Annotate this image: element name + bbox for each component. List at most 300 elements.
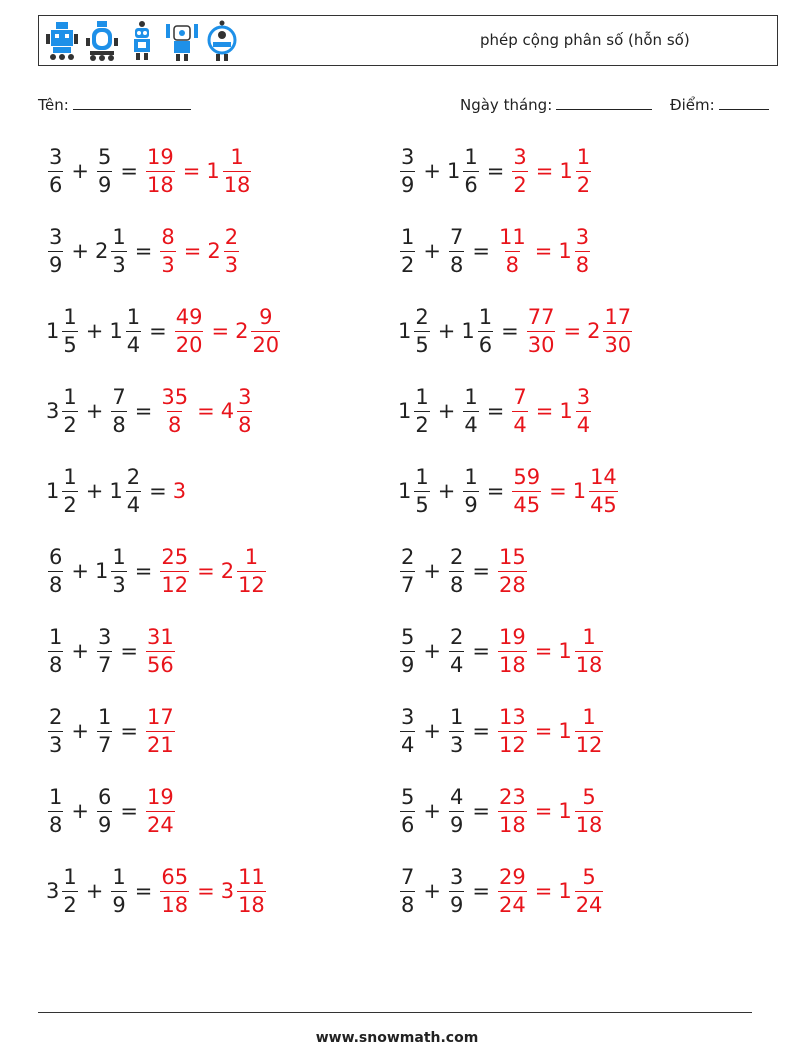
whole-number: 1 [46, 479, 60, 503]
problem-token [65, 719, 95, 743]
denominator: 9 [401, 172, 415, 197]
problem-token [466, 879, 496, 903]
numerator: 3 [238, 384, 252, 409]
denominator: 4 [464, 412, 478, 437]
numerator: 1 [478, 304, 493, 329]
numerator: 3 [49, 224, 63, 249]
fraction [97, 624, 112, 677]
numerator: 6 [97, 784, 112, 809]
robot-icon-2 [85, 20, 119, 62]
operator: + [71, 639, 89, 663]
problem-token [398, 464, 432, 517]
problem-row [398, 861, 605, 921]
denominator: 24 [146, 812, 174, 837]
denominator: 9 [97, 812, 112, 837]
robot-icon-5 [205, 20, 239, 62]
whole-number: 1 [558, 639, 572, 663]
denominator: 8 [238, 412, 252, 437]
date-label: Ngày tháng: [460, 96, 553, 114]
fraction [576, 384, 591, 437]
problem-token [398, 624, 417, 677]
operator: + [85, 479, 104, 503]
operator: = [149, 479, 167, 503]
numerator: 1 [464, 384, 478, 409]
fraction [414, 304, 429, 357]
whole-number: 1 [558, 719, 572, 743]
operator: + [71, 799, 89, 823]
answer-token [572, 464, 620, 517]
answer-token [558, 624, 605, 677]
operator: = [472, 639, 490, 663]
problem-token [114, 639, 144, 663]
denominator: 7 [97, 652, 112, 677]
denominator: 9 [49, 252, 63, 277]
denominator: 2 [63, 492, 77, 517]
numerator: 7 [449, 224, 464, 249]
problem-token [466, 639, 496, 663]
problem-token [143, 479, 173, 503]
numerator: 1 [230, 144, 244, 169]
denominator: 4 [401, 732, 415, 757]
denominator: 24 [498, 892, 526, 917]
fraction [146, 624, 175, 677]
numerator: 49 [175, 304, 203, 329]
whole-number: 3 [46, 399, 60, 423]
problem-row [398, 141, 593, 201]
problem-token [46, 224, 65, 277]
denominator: 24 [575, 892, 603, 917]
fraction [498, 544, 527, 597]
numerator: 1 [112, 544, 126, 569]
operator: = [486, 399, 505, 423]
problem-token [65, 799, 95, 823]
problem-token [94, 544, 129, 597]
name-label: Tên: [38, 96, 69, 114]
denominator: 12 [238, 572, 265, 597]
operator: + [71, 239, 89, 263]
score-blank[interactable] [719, 95, 769, 110]
answer-token [558, 864, 605, 917]
answer-token [173, 479, 186, 503]
operator: = [534, 239, 553, 263]
denominator: 3 [112, 252, 126, 277]
problem-token [447, 704, 466, 757]
numerator: 2 [224, 224, 239, 249]
problem-token [46, 704, 65, 757]
whole-number: 1 [559, 399, 573, 423]
fraction [575, 784, 604, 837]
fraction [400, 224, 415, 277]
whole-number: 2 [220, 559, 235, 583]
fraction [400, 864, 415, 917]
numerator: 19 [146, 144, 174, 169]
whole-number: 3 [220, 879, 235, 903]
denominator: 28 [498, 572, 526, 597]
problem-token [46, 864, 80, 917]
problem-row [398, 221, 592, 281]
problem-token [109, 304, 143, 357]
numerator: 2 [449, 544, 464, 569]
denominator: 6 [49, 172, 63, 197]
numerator: 1 [415, 464, 429, 489]
problem-token [80, 479, 110, 503]
operator: + [423, 799, 441, 823]
answer-token [235, 304, 282, 357]
operator: = [472, 879, 490, 903]
problem-token [46, 144, 65, 197]
fraction [449, 624, 464, 677]
date-field [460, 95, 652, 114]
robot-icons [45, 20, 239, 62]
denominator: 8 [49, 812, 63, 837]
fraction [575, 224, 590, 277]
denominator: 3 [161, 252, 175, 277]
denominator: 3 [449, 732, 464, 757]
problem-row [46, 381, 254, 441]
problem-token [46, 544, 65, 597]
fraction [126, 304, 141, 357]
answer-whole: 3 [172, 479, 187, 503]
answer-token [530, 159, 560, 183]
answer-token [558, 784, 605, 837]
problem-token [481, 399, 511, 423]
whole-number: 1 [109, 319, 123, 343]
answer-token [207, 224, 241, 277]
problem-row [398, 541, 529, 601]
numerator: 1 [126, 304, 141, 329]
problem-token [432, 479, 462, 503]
problem-token [94, 224, 129, 277]
problem-row [46, 861, 268, 921]
name-blank[interactable] [73, 95, 191, 110]
whole-number: 1 [558, 239, 572, 263]
numerator: 13 [498, 704, 526, 729]
answer-token [144, 784, 177, 837]
operator: + [71, 159, 89, 183]
numerator: 17 [604, 304, 632, 329]
fraction [498, 784, 527, 837]
answer-token [158, 544, 191, 597]
problem-token [109, 464, 143, 517]
fraction [463, 464, 478, 517]
problem-token [398, 864, 417, 917]
score-label: Điểm: [670, 96, 715, 114]
operator: = [197, 559, 215, 583]
numerator: 7 [401, 864, 415, 889]
answer-token [543, 479, 573, 503]
robot-icon-4 [165, 20, 199, 62]
problem-row [46, 221, 241, 281]
fraction [527, 304, 556, 357]
denominator: 8 [49, 652, 63, 677]
answer-token [558, 704, 605, 757]
answer-token [205, 319, 235, 343]
fraction [498, 864, 527, 917]
fraction [237, 544, 266, 597]
denominator: 4 [576, 412, 591, 437]
operator: = [120, 159, 138, 183]
operator: = [534, 719, 553, 743]
answer-token [587, 304, 634, 357]
numerator: 1 [63, 464, 77, 489]
whole-number: 1 [572, 479, 587, 503]
fraction [48, 144, 63, 197]
operator: = [149, 319, 167, 343]
fraction [575, 864, 604, 917]
numerator: 9 [259, 304, 273, 329]
answer-token [530, 399, 560, 423]
numerator: 65 [161, 864, 189, 889]
problem-token [46, 304, 80, 357]
worksheet-title: phép cộng phân số (hỗn số) [480, 31, 690, 49]
numerator: 2 [126, 464, 141, 489]
fraction [62, 864, 77, 917]
whole-number: 2 [207, 239, 221, 263]
denominator: 18 [161, 892, 189, 917]
denominator: 5 [415, 492, 429, 517]
numerator: 19 [498, 624, 526, 649]
fraction [146, 784, 175, 837]
numerator: 1 [63, 304, 77, 329]
answer-token [529, 239, 559, 263]
denominator: 12 [161, 572, 189, 597]
fraction [251, 304, 280, 357]
denominator: 4 [126, 492, 141, 517]
numerator: 11 [498, 224, 526, 249]
operator: = [549, 479, 567, 503]
denominator: 30 [604, 332, 632, 357]
numerator: 31 [146, 624, 174, 649]
answer-token [529, 879, 559, 903]
answer-token [529, 799, 559, 823]
answer-token [220, 864, 268, 917]
problem-token [109, 864, 128, 917]
answer-token [559, 144, 593, 197]
whole-number: 1 [558, 879, 572, 903]
denominator: 2 [63, 412, 77, 437]
fraction [160, 224, 175, 277]
operator: = [472, 239, 490, 263]
problem-token [398, 784, 417, 837]
problem-token [398, 544, 417, 597]
numerator: 4 [449, 784, 464, 809]
problem-token [461, 464, 480, 517]
date-blank[interactable] [556, 95, 652, 110]
problem-token [461, 304, 495, 357]
answer-token [496, 704, 529, 757]
problem-token [417, 159, 447, 183]
whole-number: 1 [398, 399, 412, 423]
whole-number: 3 [46, 879, 60, 903]
problem-token [417, 879, 447, 903]
numerator: 1 [112, 864, 126, 889]
fraction [223, 144, 252, 197]
numerator: 3 [49, 144, 63, 169]
denominator: 9 [464, 492, 478, 517]
denominator: 18 [146, 172, 174, 197]
denominator: 56 [146, 652, 174, 677]
name-field [38, 95, 191, 114]
problem-row [46, 701, 177, 761]
denominator: 8 [112, 412, 126, 437]
fraction [449, 224, 464, 277]
fraction [48, 784, 63, 837]
problem-token [65, 159, 95, 183]
answer-token [144, 144, 177, 197]
fraction [160, 544, 189, 597]
problem-token [114, 159, 144, 183]
whole-number: 2 [235, 319, 249, 343]
problem-token [46, 624, 65, 677]
denominator: 18 [498, 652, 526, 677]
denominator: 4 [513, 412, 527, 437]
denominator: 9 [401, 652, 415, 677]
footer-divider [38, 1012, 752, 1013]
answer-token [510, 384, 529, 437]
operator: = [120, 639, 138, 663]
whole-number: 2 [587, 319, 601, 343]
fraction [48, 544, 63, 597]
fraction [414, 464, 429, 517]
operator: = [535, 399, 554, 423]
problem-row [398, 621, 605, 681]
operator: = [486, 159, 505, 183]
numerator: 5 [582, 864, 596, 889]
fraction [400, 624, 415, 677]
denominator: 5 [63, 332, 77, 357]
fraction [512, 464, 541, 517]
answer-token [529, 719, 559, 743]
problem-row [46, 301, 282, 361]
numerator: 77 [527, 304, 555, 329]
numerator: 1 [415, 384, 429, 409]
operator: = [472, 719, 490, 743]
problem-token [129, 399, 159, 423]
numerator: 5 [582, 784, 596, 809]
answer-token [529, 639, 559, 663]
denominator: 6 [401, 812, 415, 837]
operator: + [423, 559, 441, 583]
fraction [575, 704, 604, 757]
numerator: 7 [112, 384, 126, 409]
numerator: 7 [513, 384, 527, 409]
problem-row [398, 701, 605, 761]
numerator: 17 [146, 704, 174, 729]
fraction [237, 384, 252, 437]
operator: + [437, 319, 456, 343]
problem-token [129, 559, 159, 583]
numerator: 8 [161, 224, 175, 249]
problem-token [398, 304, 432, 357]
numerator: 3 [97, 624, 112, 649]
fraction [498, 704, 527, 757]
whole-number: 1 [398, 319, 412, 343]
numerator: 5 [97, 144, 112, 169]
operator: + [85, 319, 104, 343]
numerator: 1 [401, 224, 415, 249]
score-field [670, 95, 769, 114]
fraction [160, 384, 189, 437]
answer-token [144, 704, 177, 757]
operator: + [437, 399, 456, 423]
operator: = [211, 319, 230, 343]
problem-token [46, 784, 65, 837]
problem-row [46, 781, 177, 841]
problem-token [398, 224, 417, 277]
answer-token [158, 224, 177, 277]
operator: = [120, 799, 138, 823]
denominator: 18 [498, 812, 526, 837]
operator: + [85, 879, 104, 903]
problem-row [46, 461, 186, 521]
fraction [48, 224, 63, 277]
problem-token [417, 719, 447, 743]
operator: = [535, 159, 554, 183]
problem-token [80, 319, 110, 343]
fraction [111, 544, 126, 597]
operator: = [563, 319, 582, 343]
denominator: 2 [401, 252, 415, 277]
numerator: 14 [590, 464, 617, 489]
problem-token [447, 784, 466, 837]
operator: = [472, 799, 490, 823]
answer-token [220, 544, 268, 597]
fraction [400, 144, 415, 197]
whole-number: 2 [94, 239, 109, 263]
fraction [224, 224, 239, 277]
operator: = [134, 879, 153, 903]
numerator: 1 [63, 384, 77, 409]
denominator: 8 [505, 252, 520, 277]
fraction [589, 464, 618, 517]
numerator: 3 [513, 144, 527, 169]
denominator: 18 [575, 812, 603, 837]
problem-token [129, 879, 159, 903]
answer-token [496, 624, 529, 677]
answer-token [173, 304, 206, 357]
problem-token [114, 719, 144, 743]
operator: = [134, 559, 153, 583]
numerator: 11 [238, 864, 265, 889]
problem-token [495, 319, 525, 343]
problem-token [65, 559, 95, 583]
problem-token [417, 639, 447, 663]
problem-token [65, 239, 95, 263]
answer-token [144, 624, 177, 677]
operator: + [423, 879, 441, 903]
denominator: 5 [415, 332, 429, 357]
denominator: 7 [97, 732, 112, 757]
problem-token [398, 144, 417, 197]
operator: = [197, 399, 215, 423]
problem-token [447, 544, 466, 597]
problem-row [46, 141, 253, 201]
denominator: 12 [575, 732, 603, 757]
answer-token [557, 319, 587, 343]
answer-token [158, 864, 191, 917]
operator: = [134, 239, 153, 263]
denominator: 2 [415, 412, 429, 437]
operator: = [534, 799, 553, 823]
problem-token [417, 559, 447, 583]
fraction [449, 784, 464, 837]
fraction [498, 624, 527, 677]
fraction [62, 304, 77, 357]
denominator: 9 [449, 892, 464, 917]
fraction [97, 784, 112, 837]
problem-token [95, 624, 114, 677]
answer-token [510, 144, 529, 197]
